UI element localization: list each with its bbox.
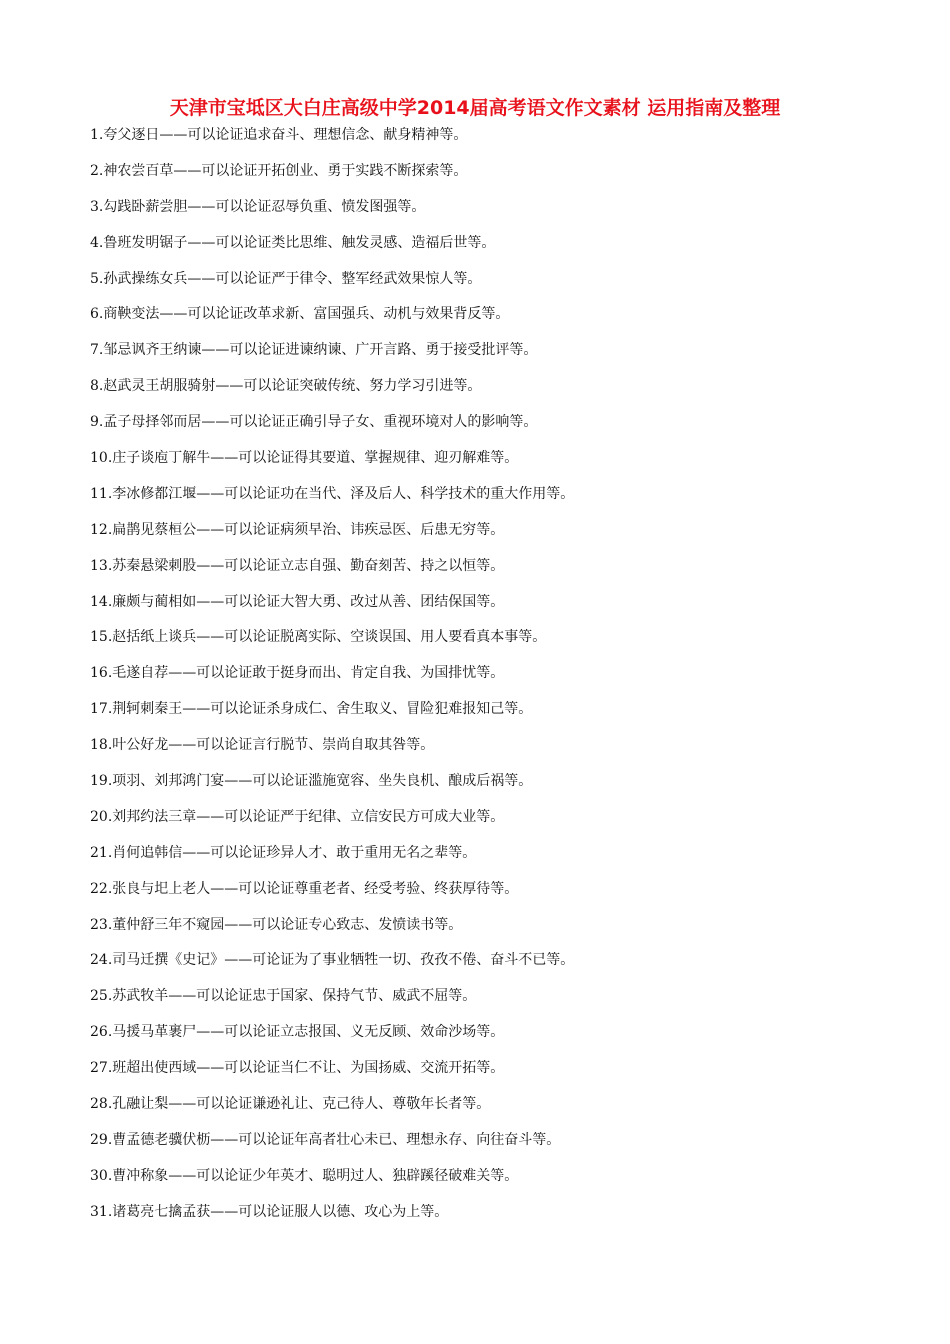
list-item: 9.孟子母择邻而居——可以论证正确引导子女、重视环境对人的影响等。: [90, 414, 538, 431]
list-item: 25.苏武牧羊——可以论证忠于国家、保持气节、威武不屈等。: [90, 988, 477, 1005]
list-item: 26.马援马革裹尸——可以论证立志报国、义无反顾、效命沙场等。: [90, 1024, 505, 1041]
list-item: 29.曹孟德老骥伏枥——可以论证年高者壮心未已、理想永存、向往奋斗等。: [90, 1131, 561, 1148]
list-item: 11.李冰修都江堰——可以论证功在当代、泽及后人、科学技术的重大作用等。: [90, 485, 575, 502]
list-item: 3.勾践卧薪尝胆——可以论证忍辱负重、愤发图强等。: [90, 198, 426, 215]
list-item: 1.夸父逐日——可以论证追求奋斗、理想信念、献身精神等。: [90, 127, 468, 143]
list-item: 12.扁鹊见蔡桓公——可以论证病须早治、讳疾忌医、后患无穷等。: [90, 521, 505, 538]
list-item: 14.廉颇与蔺相如——可以论证大智大勇、改过从善、团结保国等。: [90, 593, 505, 610]
list-item: 16.毛遂自荐——可以论证敢于挺身而出、肯定自我、为国排忧等。: [90, 665, 505, 682]
list-item: 21.肖何追韩信——可以论证珍异人才、敢于重用无名之辈等。: [90, 844, 477, 861]
list-item: 8.赵武灵王胡服骑射——可以论证突破传统、努力学习引进等。: [90, 378, 482, 395]
list-item: 7.邹忌讽齐王纳谏——可以论证进谏纳谏、广开言路、勇于接受批评等。: [90, 342, 538, 359]
list-item: 24.司马迁撰《史记》——可论证为了事业牺牲一切、孜孜不倦、奋斗不已等。: [90, 952, 575, 969]
list-item: 2.神农尝百草——可以论证开拓创业、勇于实践不断探索等。: [90, 162, 468, 179]
list-item: 27.班超出使西域——可以论证当仁不让、为国扬威、交流开拓等。: [90, 1060, 505, 1077]
document-title: 天津市宝坻区大白庄高级中学2014届高考语文作文素材 运用指南及整理: [169, 97, 781, 119]
list-item: 30.曹冲称象——可以论证少年英才、聪明过人、独辟蹊径破难关等。: [90, 1167, 519, 1184]
list-item: 20.刘邦约法三章——可以论证严于纪律、立信安民方可成大业等。: [90, 808, 505, 825]
list-item: 15.赵括纸上谈兵——可以论证脱离实际、空谈误国、用人要看真本事等。: [90, 629, 547, 646]
list-item: 18.叶公好龙——可以论证言行脱节、崇尚自取其咎等。: [90, 737, 435, 754]
material-list: [90, 122, 890, 1235]
list-item: 28.孔融让梨——可以论证谦逊礼让、克己待人、尊敬年长者等。: [90, 1096, 491, 1113]
list-item: 22.张良与圯上老人——可以论证尊重老者、经受考验、终获厚待等。: [90, 880, 519, 897]
list-item: 19.项羽、刘邦鸿门宴——可以论证滥施宽容、坐失良机、酿成后祸等。: [90, 773, 533, 790]
list-item: 23.董仲舒三年不窥园——可以论证专心致志、发愤读书等。: [90, 916, 463, 933]
list-item: 17.荆轲刺秦王——可以论证杀身成仁、舍生取义、冒险犯难报知己等。: [90, 701, 533, 718]
list-item: 4.鲁班发明锯子——可以论证类比思维、触发灵感、造福后世等。: [90, 234, 496, 251]
list-item: 10.庄子谈庖丁解牛——可以论证得其要道、掌握规律、迎刃解难等。: [90, 450, 519, 467]
list-item: 13.苏秦悬梁刺股——可以论证立志自强、勤奋刻苦、持之以恒等。: [90, 557, 505, 574]
list-item: 5.孙武操练女兵——可以论证严于律令、整军经武效果惊人等。: [90, 270, 482, 287]
list-item: 31.诸葛亮七擒孟获——可以论证服人以德、攻心为上等。: [90, 1203, 449, 1220]
list-item: 6.商鞅变法——可以论证改革求新、富国强兵、动机与效果背反等。: [90, 306, 510, 323]
